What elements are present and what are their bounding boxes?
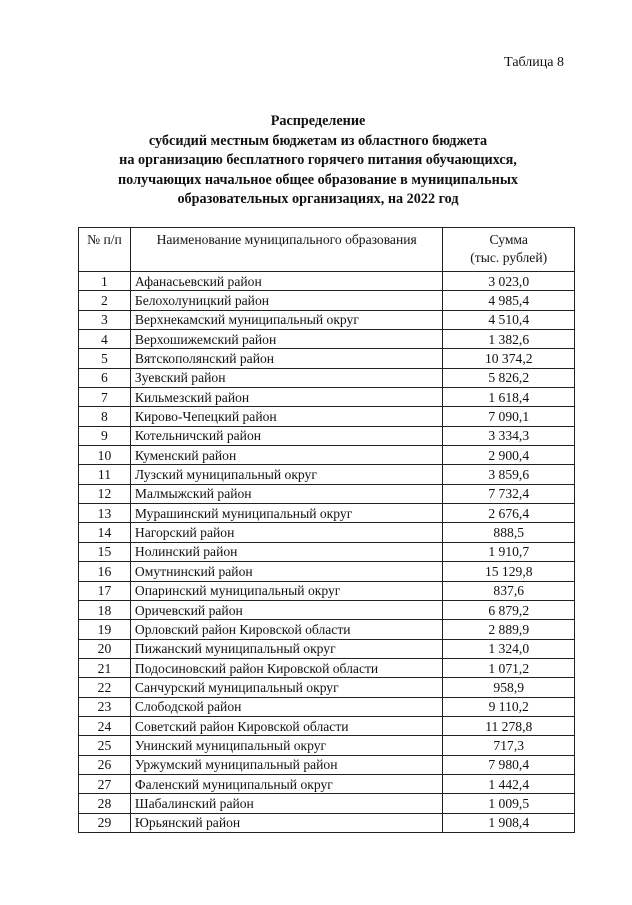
- municipality-name: Лузский муниципальный округ: [130, 465, 443, 484]
- title-line: образовательных организациях, на 2022 год: [177, 191, 459, 207]
- row-number: 11: [79, 465, 131, 484]
- subsidy-amount: 1 908,4: [443, 813, 575, 832]
- subsidy-amount: 9 110,2: [443, 697, 575, 716]
- subsidy-amount: 6 879,2: [443, 600, 575, 619]
- row-number: 12: [79, 484, 131, 503]
- subsidy-amount: 4 510,4: [443, 310, 575, 329]
- municipality-name: Нолинский район: [130, 542, 443, 561]
- subsidy-amount: 7 980,4: [443, 755, 575, 774]
- subsidy-amount: 837,6: [443, 581, 575, 600]
- subsidy-amount: 15 129,8: [443, 562, 575, 581]
- title-line: Распределение: [270, 113, 366, 129]
- municipality-name: Орловский район Кировской области: [130, 620, 443, 639]
- table-row: [79, 620, 575, 639]
- subsidy-amount: 2 889,9: [443, 620, 575, 639]
- municipality-name: Опаринский муниципальный округ: [130, 581, 443, 600]
- row-number: 20: [79, 639, 131, 658]
- table-row: [79, 272, 575, 291]
- title-line: получающих начальное общее образование в муниципальных: [117, 171, 518, 188]
- municipality-name: Малмыжский район: [130, 484, 443, 503]
- row-number: 27: [79, 774, 131, 793]
- municipality-name: Верхошижемский район: [130, 330, 443, 349]
- municipality-name: Кильмезский район: [130, 388, 443, 407]
- subsidy-amount: 2 900,4: [443, 446, 575, 465]
- municipality-name: Фаленский муниципальный округ: [130, 774, 443, 793]
- municipality-name: Юрьянский район: [130, 813, 443, 832]
- municipality-name: Мурашинский муниципальный округ: [130, 504, 443, 523]
- table-row: [79, 600, 575, 619]
- table-body: [79, 272, 575, 833]
- municipality-name: Уржумский муниципальный район: [130, 755, 443, 774]
- table-row: [79, 736, 575, 755]
- municipality-name: Слободской район: [130, 697, 443, 716]
- row-number: 13: [79, 504, 131, 523]
- table-row: [79, 330, 575, 349]
- table-row: [79, 639, 575, 658]
- row-number: 29: [79, 813, 131, 832]
- table-header: [79, 228, 575, 272]
- municipality-name: Афанасьевский район: [130, 272, 443, 291]
- municipality-name: Белохолуницкий район: [130, 291, 443, 310]
- row-number: 26: [79, 755, 131, 774]
- row-number: 4: [79, 330, 131, 349]
- row-number: 16: [79, 562, 131, 581]
- table-row: [79, 523, 575, 542]
- row-number: 3: [79, 310, 131, 329]
- subsidy-amount: 10 374,2: [443, 349, 575, 368]
- subsidy-amount: 11 278,8: [443, 716, 575, 735]
- municipality-name: Куменский район: [130, 446, 443, 465]
- row-number: 8: [79, 407, 131, 426]
- municipality-name: Шабалинский район: [130, 794, 443, 813]
- row-number: 23: [79, 697, 131, 716]
- row-number: 2: [79, 291, 131, 310]
- table-row: [79, 291, 575, 310]
- subsidy-amount: 7 732,4: [443, 484, 575, 503]
- row-number: 5: [79, 349, 131, 368]
- row-number: 1: [79, 272, 131, 291]
- subsidy-amount: 958,9: [443, 678, 575, 697]
- table-row: [79, 716, 575, 735]
- row-number: 7: [79, 388, 131, 407]
- municipality-name: Зуевский район: [130, 368, 443, 387]
- subsidy-amount: 4 985,4: [443, 291, 575, 310]
- municipality-name: Оричевский район: [130, 600, 443, 619]
- table-row: [79, 542, 575, 561]
- table-row: [79, 465, 575, 484]
- row-number: 24: [79, 716, 131, 735]
- table-row: [79, 678, 575, 697]
- row-number: 25: [79, 736, 131, 755]
- row-number: 15: [79, 542, 131, 561]
- title-line: субсидий местным бюджетам из областного бюджета: [148, 132, 488, 149]
- subsidy-amount: 1 442,4: [443, 774, 575, 793]
- table-row: [79, 562, 575, 581]
- row-number: 22: [79, 678, 131, 697]
- row-number: 6: [79, 368, 131, 387]
- municipality-name: Верхнекамский муниципальный округ: [130, 310, 443, 329]
- subsidy-amount: 7 090,1: [443, 407, 575, 426]
- table-row: [79, 407, 575, 426]
- table-row: [79, 484, 575, 503]
- header-name: Наименование муниципального образования: [130, 228, 443, 272]
- municipality-name: Санчурский муниципальный округ: [130, 678, 443, 697]
- subsidy-amount: 1 324,0: [443, 639, 575, 658]
- municipality-name: Подосиновский район Кировской области: [130, 658, 443, 677]
- header-row: [79, 228, 575, 272]
- municipality-name: Кирово-Чепецкий район: [130, 407, 443, 426]
- row-number: 19: [79, 620, 131, 639]
- row-number: 14: [79, 523, 131, 542]
- row-number: 9: [79, 426, 131, 445]
- municipality-name: Котельничский район: [130, 426, 443, 445]
- table-row: [79, 581, 575, 600]
- table-row: [79, 658, 575, 677]
- subsidy-amount: 888,5: [443, 523, 575, 542]
- row-number: 21: [79, 658, 131, 677]
- table-row: [79, 388, 575, 407]
- table-row: [79, 368, 575, 387]
- row-number: 10: [79, 446, 131, 465]
- table-row: [79, 310, 575, 329]
- table-row: [79, 349, 575, 368]
- row-number: 17: [79, 581, 131, 600]
- row-number: 18: [79, 600, 131, 619]
- municipality-name: Советский район Кировской области: [130, 716, 443, 735]
- subsidy-amount: 1 382,6: [443, 330, 575, 349]
- row-number: 28: [79, 794, 131, 813]
- subsidy-amount: 2 676,4: [443, 504, 575, 523]
- table-number-label: Таблица 8: [504, 55, 564, 70]
- municipality-name: Унинский муниципальный округ: [130, 736, 443, 755]
- table-row: [79, 426, 575, 445]
- header-sum-line1: Сумма: [489, 232, 528, 247]
- municipality-name: Пижанский муниципальный округ: [130, 639, 443, 658]
- table-row: [79, 697, 575, 716]
- municipality-name: Вятскополянский район: [130, 349, 443, 368]
- document-title: [60, 112, 576, 210]
- header-num: № п/п: [79, 228, 131, 272]
- subsidy-amount: 1 071,2: [443, 658, 575, 677]
- table-row: [79, 813, 575, 832]
- table-row: [79, 504, 575, 523]
- subsidy-amount: 1 618,4: [443, 388, 575, 407]
- table-row: [79, 794, 575, 813]
- municipality-name: Нагорский район: [130, 523, 443, 542]
- subsidy-table: [78, 227, 575, 833]
- table-row: [79, 755, 575, 774]
- subsidy-amount: 1 910,7: [443, 542, 575, 561]
- subsidy-amount: 3 023,0: [443, 272, 575, 291]
- title-line: на организацию бесплатного горячего питания обучающихся,: [119, 152, 517, 168]
- header-sum-line2: (тыс. рублей): [470, 250, 548, 265]
- municipality-name: Омутнинский район: [130, 562, 443, 581]
- header-sum: [443, 228, 575, 272]
- subsidy-amount: 3 859,6: [443, 465, 575, 484]
- table-row: [79, 446, 575, 465]
- table-row: [79, 774, 575, 793]
- subsidy-amount: 717,3: [443, 736, 575, 755]
- subsidy-amount: 3 334,3: [443, 426, 575, 445]
- subsidy-amount: 5 826,2: [443, 368, 575, 387]
- subsidy-amount: 1 009,5: [443, 794, 575, 813]
